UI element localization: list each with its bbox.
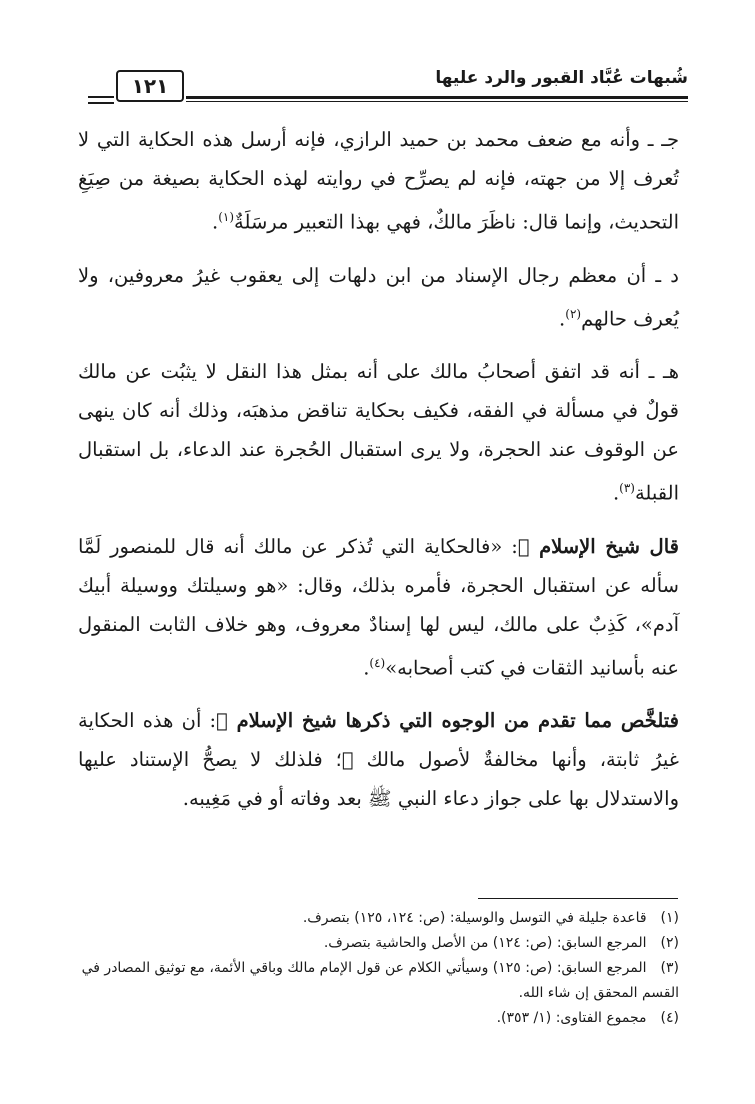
footnote-number: (١): [660, 910, 679, 926]
footnote-text: المرجع السابق: (ص: ١٢٤) من الأصل والحاشية بتصرف.: [323, 935, 647, 951]
paragraph-end: .: [559, 307, 566, 330]
page-number: ١٢١: [116, 70, 184, 102]
paragraph-lead: قال شيخ الإسلام ﷬: [517, 534, 679, 558]
paragraph-end: .: [212, 210, 219, 234]
footnote-ref: (٣): [619, 481, 635, 495]
body-text: [78, 120, 679, 832]
footnote: [78, 1006, 679, 1031]
paragraph-end: .: [363, 656, 370, 679]
footnote-ref: (٢): [565, 306, 582, 321]
footnote-number: (٢): [660, 935, 679, 951]
paragraph-text: : «فالحكاية التي تُذكر عن مالك أنه قال للمنصور لَمَّا سأله عن استقبال الحجرة، فأمره بذلك، وقال: «هو وسيلتك ووسيلة أبيك آدم»، كَذِبٌ على مالك، ليس لها إسنادٌ معروف، وهو خلاف الثابت المنقول عنه بأسانيد الثقات في كتب أصحابه»: [78, 534, 679, 679]
paragraph-lead: فتلخَّص مما تقدم من الوجوه التي ذكرها شيخ الإسلام ﷬: [216, 709, 679, 732]
paragraph-text: جـ ـ وأنه مع ضعف محمد بن حميد الرازي، فإنه أرسل هذه الحكاية التي لا تُعرف إلا من جهته، فإنه لم يصرِّح في روايته لهذه الحكاية بصيغة من صِيَغِ التحديث، وإنما قال: ناظَرَ مالكٌ، فهي بهذا التعبير مرسَلَةٌ: [78, 128, 679, 234]
page-header: [88, 62, 688, 106]
footnote-number: (٣): [660, 960, 679, 976]
header-dash: [88, 96, 114, 98]
footnote-ref: (١): [218, 210, 235, 224]
footnote: [78, 906, 679, 931]
footnote-text: قاعدة جليلة في التوسل والوسيلة: (ص: ١٢٤، ١٢٥) بتصرف.: [302, 910, 647, 926]
paragraph-quote: [78, 527, 679, 688]
paragraph-text: د ـ أن معظم رجال الإسناد من ابن دلهات إلى يعقوب غيرُ معروفين، ولا يُعرف حالهم: [78, 263, 679, 330]
header-rule: [186, 96, 688, 99]
paragraph-h: [78, 352, 679, 513]
paragraph-end: .: [182, 787, 189, 810]
footnotes: [78, 906, 679, 1031]
footnote-separator: [478, 898, 678, 899]
paragraph-text: هـ ـ أنه قد اتفق أصحابُ مالك على أنه بمثل هذا النقل لا يثبُت عن مالك قولٌ في مسألة في الفقه، فكيف بحكاية تناقض مذهبَه، وذلك أنه كان ينهى عن الوقوف عند الحجرة، ولا يرى استقبال الحُجرة عند الدعاء، بل استقبال القبلة: [78, 360, 679, 505]
header-dash: [88, 102, 114, 104]
running-title: شُبهات عُبَّاد القبور والرد عليها: [435, 68, 688, 88]
footnote-text: مجموع الفتاوى: (١/ ٣٥٣).: [496, 1010, 647, 1026]
paragraph-c: [78, 120, 679, 242]
footnote-ref: (٤): [369, 655, 386, 670]
paragraph-end: .: [612, 481, 620, 505]
footnote: [78, 956, 679, 1006]
header-rule-thin: [186, 101, 688, 102]
footnote-text: المرجع السابق: (ص: ١٢٥) وسيأتي الكلام عن قول الإمام مالك وباقي الأئمة، مع توثيق المصادر في القسم المحقق إن شاء الله.: [81, 960, 679, 1001]
paragraph-text: : أن هذه الحكاية غيرُ ثابتة، وأنها مخالفةٌ لأصول مالك ﷬؛ فلذلك لا يصحُّ الإستناد عليها والاستدلال بها على جواز دعاء النبي ﷺ بعد وفاته أو في مَغِيبه: [78, 709, 679, 810]
footnote-number: (٤): [660, 1010, 679, 1026]
footnote: [78, 931, 679, 956]
paragraph-d: [78, 256, 679, 339]
paragraph-summary: [78, 701, 679, 818]
